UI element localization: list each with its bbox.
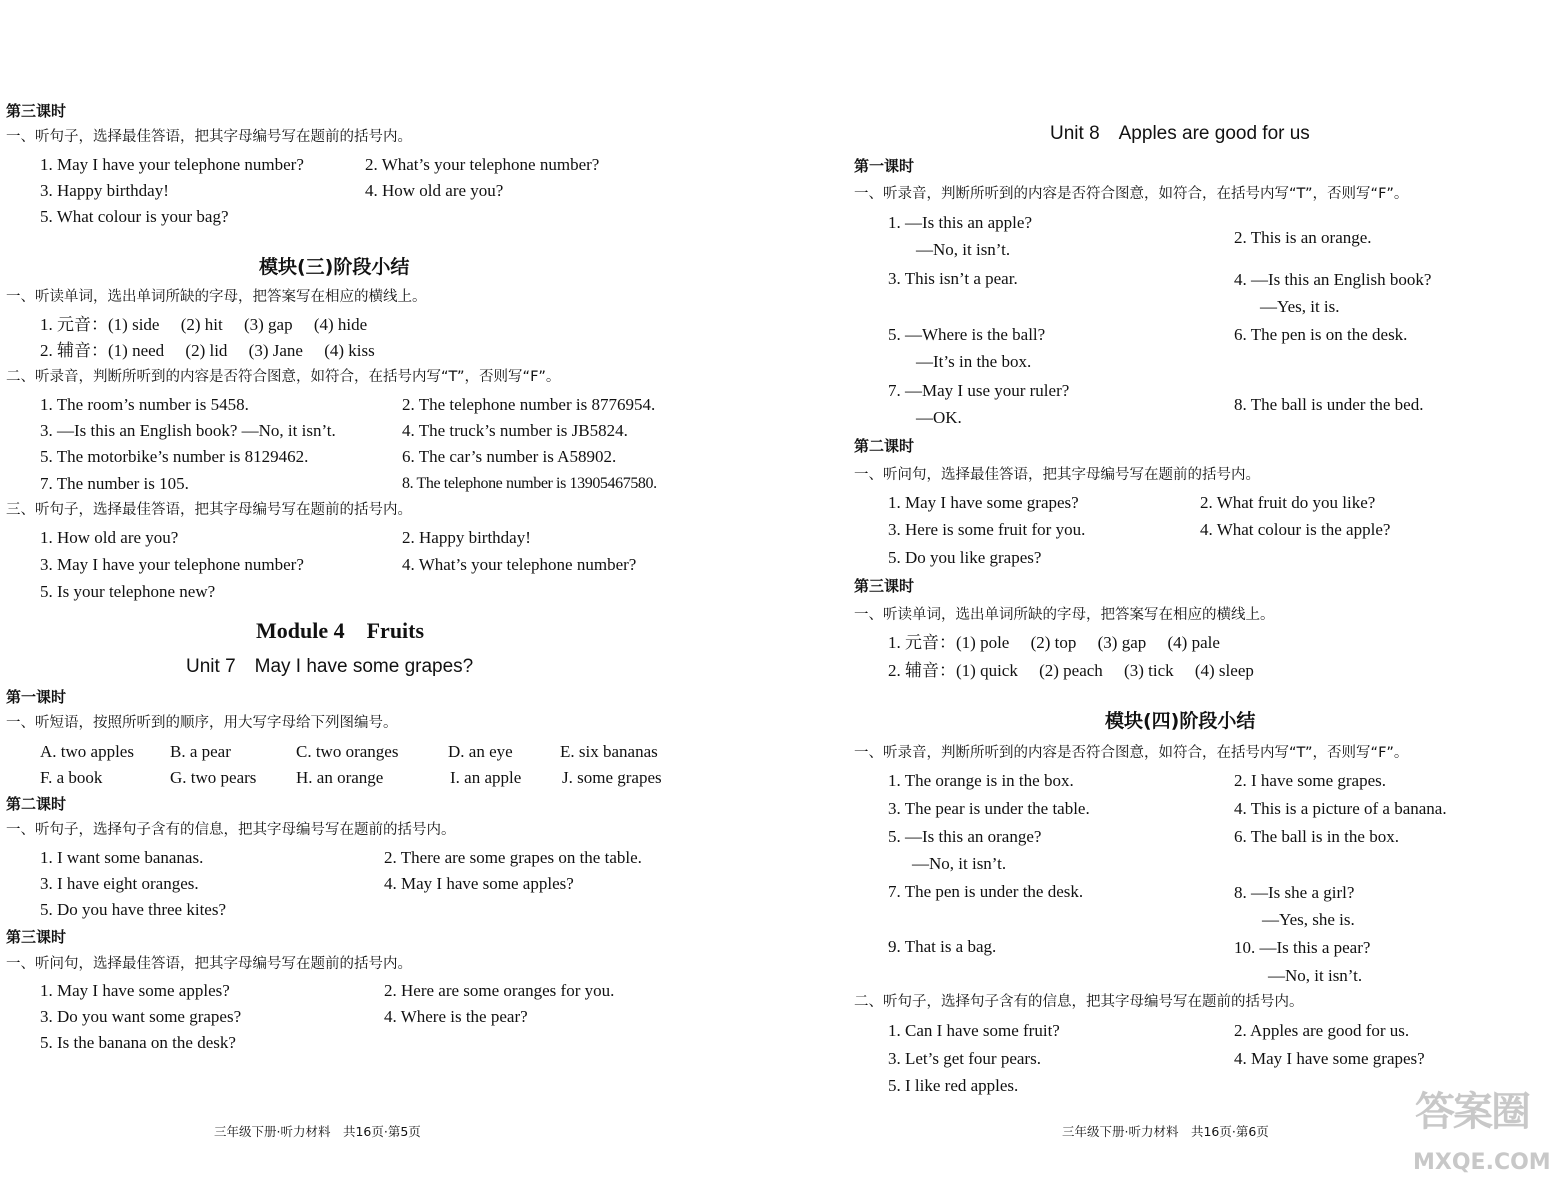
- list-item: 1. 元音：(1) side (2) hit (3) gap (4) hide: [40, 315, 368, 334]
- list-item: 1. I want some bananas.: [40, 848, 204, 867]
- list-item: 5. Is the banana on the desk?: [40, 1033, 236, 1052]
- list-item: 5. Do you have three kites?: [40, 900, 226, 919]
- list-item: 1. May I have your telephone number?: [40, 155, 304, 174]
- left-page: [0, 0, 700, 1188]
- section-title: 模块(四)阶段小结: [1105, 710, 1256, 732]
- list-item: —No, it isn’t.: [1268, 966, 1363, 985]
- instruction: 二、听录音，判断所听到的内容是否符合图意，如符合，在括号内写“T”，否则写“F”。: [6, 369, 561, 385]
- option: F. a book: [40, 768, 103, 787]
- list-item: 2. 辅音：(1) quick (2) peach (3) tick (4) sleep: [888, 661, 1254, 680]
- list-item: 7. —May I use your ruler?: [888, 381, 1070, 400]
- page-footer: 三年级下册·听力材料 共16页·第5页: [214, 1124, 421, 1139]
- list-item: 5. Is your telephone new?: [40, 582, 216, 601]
- list-item: 4. How old are you?: [365, 181, 504, 200]
- list-item: 8. The ball is under the bed.: [1234, 395, 1424, 414]
- option: C. two oranges: [296, 742, 399, 761]
- list-item: —No, it isn’t.: [912, 854, 1007, 873]
- list-item: 5. What colour is your bag?: [40, 207, 229, 226]
- lesson-heading: 第二课时: [6, 795, 67, 813]
- list-item: 2. Here are some oranges for you.: [384, 981, 615, 1000]
- list-item: 5. I like red apples.: [888, 1076, 1019, 1095]
- list-item: —It’s in the box.: [916, 352, 1032, 371]
- section-title: 模块(三)阶段小结: [259, 256, 410, 278]
- option: B. a pear: [170, 742, 231, 761]
- instruction: 一、听句子，选择句子含有的信息，把其字母编号写在题前的括号内。: [6, 822, 456, 838]
- list-item: 4. Where is the pear?: [384, 1007, 528, 1026]
- instruction: 一、听短语，按照所听到的顺序，用大写字母给下列图编号。: [6, 715, 398, 731]
- list-item: 7. The pen is under the desk.: [888, 882, 1084, 901]
- right-page: [852, 0, 1536, 1188]
- list-item: 2. What’s your telephone number?: [365, 155, 600, 174]
- option: E. six bananas: [560, 742, 658, 761]
- list-item: 6. The ball is in the box.: [1234, 827, 1399, 846]
- list-item: 1. Can I have some fruit?: [888, 1021, 1060, 1040]
- lesson-heading: 第一课时: [854, 157, 915, 175]
- list-item: 1. 元音：(1) pole (2) top (3) gap (4) pale: [888, 633, 1220, 652]
- unit-title: Unit 8 Apples are good for us: [1050, 123, 1310, 144]
- list-item: 1. —Is this an apple?: [888, 213, 1032, 232]
- instruction: 一、听录音，判断所听到的内容是否符合图意，如符合，在括号内写“T”，否则写“F”。: [854, 186, 1409, 202]
- list-item: 5. The motorbike’s number is 8129462.: [40, 447, 309, 466]
- instruction: 一、听问句，选择最佳答语，把其字母编号写在题前的括号内。: [6, 956, 412, 972]
- list-item: 10. —Is this a pear?: [1234, 938, 1371, 957]
- list-item: 5. Do you like grapes?: [888, 548, 1042, 567]
- instruction: 二、听句子，选择句子含有的信息，把其字母编号写在题前的括号内。: [854, 994, 1304, 1010]
- list-item: 4. What’s your telephone number?: [402, 555, 637, 574]
- list-item: 1. The room’s number is 5458.: [40, 395, 249, 414]
- list-item: —Yes, it is.: [1260, 297, 1340, 316]
- list-item: 5. —Is this an orange?: [888, 827, 1042, 846]
- list-item: 1. May I have some apples?: [40, 981, 230, 1000]
- lesson-heading: 第二课时: [854, 437, 915, 455]
- list-item: 3. May I have your telephone number?: [40, 555, 304, 574]
- option: H. an orange: [296, 768, 384, 787]
- instruction: 一、听读单词，选出单词所缺的字母，把答案写在相应的横线上。: [854, 607, 1275, 623]
- watermark: [1413, 1080, 1551, 1180]
- list-item: 2. Apples are good for us.: [1234, 1021, 1410, 1040]
- list-item: —No, it isn’t.: [916, 240, 1011, 259]
- watermark-logo: 答案圈: [1415, 1089, 1529, 1135]
- list-item: 8. —Is she a girl?: [1234, 883, 1355, 902]
- option: J. some grapes: [562, 768, 662, 787]
- list-item: 2. 辅音：(1) need (2) lid (3) Jane (4) kiss: [40, 341, 375, 360]
- list-item: 2. I have some grapes.: [1234, 771, 1387, 790]
- instruction: 一、听句子，选择最佳答语，把其字母编号写在题前的括号内。: [6, 129, 412, 145]
- lesson-heading: 第三课时: [6, 102, 67, 120]
- list-item: 7. The number is 105.: [40, 474, 189, 493]
- list-item: —Yes, she is.: [1262, 910, 1355, 929]
- list-item: 4. The truck’s number is JB5824.: [402, 421, 628, 440]
- list-item: 4. May I have some grapes?: [1234, 1049, 1425, 1068]
- list-item: 4. What colour is the apple?: [1200, 520, 1391, 539]
- watermark-site: MXQE.COM: [1413, 1150, 1551, 1175]
- list-item: 2. What fruit do you like?: [1200, 493, 1376, 512]
- list-item: 3. —Is this an English book? —No, it isn’t.: [40, 421, 336, 440]
- unit-title: Unit 7 May I have some grapes?: [186, 656, 474, 677]
- instruction: 一、听问句，选择最佳答语，把其字母编号写在题前的括号内。: [854, 467, 1260, 483]
- list-item: 6. The car’s number is A58902.: [402, 447, 617, 466]
- list-item: 6. The pen is on the desk.: [1234, 325, 1408, 344]
- option: I. an apple: [450, 768, 522, 787]
- list-item: 3. Let’s get four pears.: [888, 1049, 1041, 1068]
- lesson-heading: 第一课时: [6, 688, 67, 706]
- list-item: —OK.: [916, 408, 962, 427]
- list-item: 1. The orange is in the box.: [888, 771, 1074, 790]
- list-item: 1. May I have some grapes?: [888, 493, 1079, 512]
- lesson-heading: 第三课时: [854, 577, 915, 595]
- list-item: 2. Happy birthday!: [402, 528, 531, 547]
- lesson-heading: 第三课时: [6, 928, 67, 946]
- list-item: 2. There are some grapes on the table.: [384, 848, 642, 867]
- option: A. two apples: [40, 742, 134, 761]
- list-item: 8. The telephone number is 13905467580.: [402, 475, 657, 492]
- list-item: 3. The pear is under the table.: [888, 799, 1090, 818]
- list-item: 2. This is an orange.: [1234, 228, 1372, 247]
- list-item: 4. May I have some apples?: [384, 874, 574, 893]
- list-item: 3. Here is some fruit for you.: [888, 520, 1086, 539]
- module-title: Module 4 Fruits: [256, 618, 425, 643]
- option: G. two pears: [170, 768, 257, 787]
- list-item: 5. —Where is the ball?: [888, 325, 1046, 344]
- list-item: 9. That is a bag.: [888, 937, 997, 956]
- instruction: 三、听句子，选择最佳答语，把其字母编号写在题前的括号内。: [6, 502, 412, 518]
- list-item: 3. Happy birthday!: [40, 181, 169, 200]
- list-item: 1. How old are you?: [40, 528, 179, 547]
- instruction: 一、听读单词，选出单词所缺的字母，把答案写在相应的横线上。: [6, 289, 427, 305]
- list-item: 3. Do you want some grapes?: [40, 1007, 242, 1026]
- instruction: 一、听录音，判断所听到的内容是否符合图意，如符合，在括号内写“T”，否则写“F”。: [854, 745, 1409, 761]
- list-item: 4. This is a picture of a banana.: [1234, 799, 1447, 818]
- list-item: 3. I have eight oranges.: [40, 874, 199, 893]
- list-item: 2. The telephone number is 8776954.: [402, 395, 656, 414]
- list-item: 3. This isn’t a pear.: [888, 269, 1018, 288]
- list-item: 4. —Is this an English book?: [1234, 270, 1432, 289]
- option: D. an eye: [448, 742, 513, 761]
- page-footer: 三年级下册·听力材料 共16页·第6页: [1062, 1124, 1269, 1139]
